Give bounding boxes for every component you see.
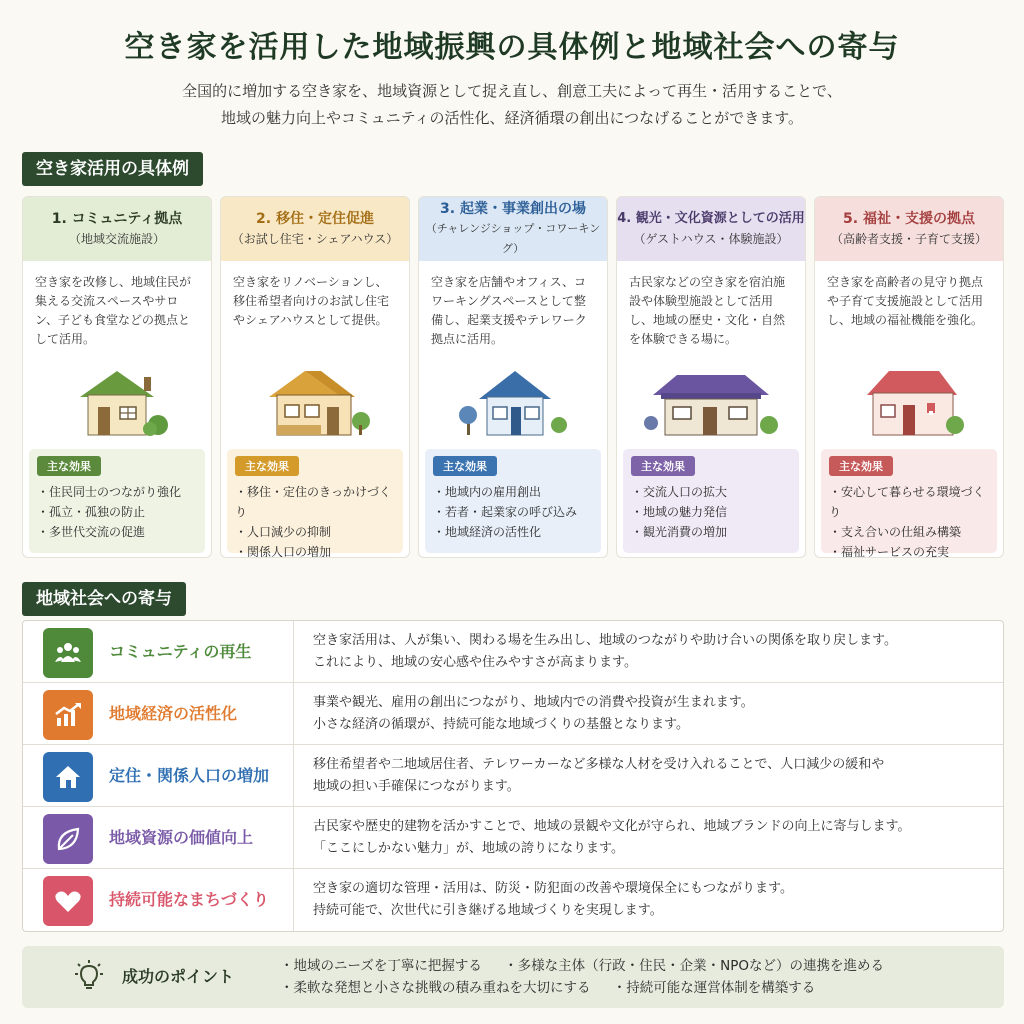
card-title: 5. 福祉・支援の拠点 [843,211,975,227]
list-item: ・柔軟な発想と小さな挑戦の積み重ねを大切にする [280,980,591,996]
card-description: 空き家を高齢者の見守り拠点や子育て支援施設として活用し、地域の福祉機能を強化。 [827,275,984,327]
contribution-text [313,816,993,860]
table-row [23,683,1003,745]
chart-up-icon [43,690,93,740]
card-header [419,197,607,261]
card-header [815,197,1003,261]
effect-tag: 主な効果 [631,456,695,476]
contribution-text [313,630,993,674]
effect-tag: 主な効果 [829,456,893,476]
card-description: 空き家を店舗やオフィス、コワーキングスペースとして整備し、起業支援やテレワーク拠点に活用。 [431,275,587,346]
success-points [22,946,1004,1008]
card-title: 3. 起業・事業創出の場 [440,201,586,217]
card-welfare [814,196,1004,558]
divider [293,621,294,683]
effect-list [631,482,791,542]
effect-list [235,482,395,558]
text-line: 古民家や歴史的建物を活かすことで、地域の景観や文化が守られ、地域ブランドの向上に寄与します。 [313,819,911,834]
divider [293,807,294,869]
effect-box [821,449,997,558]
card-community [22,196,212,558]
text-line: これにより、地域の安心感や住みやすさが高まります。 [313,655,637,670]
card-description: 空き家をリノベーションし、移住希望者向けのお試し住宅やシェアハウスとして提供。 [233,275,390,327]
divider [293,869,294,931]
divider [293,683,294,745]
card-tourism [616,196,806,558]
list-item: ・ 安心して暮らせる環境づくり [829,482,989,522]
list-item: ・ 観光消費の増加 [631,522,791,542]
list-item: ・ 支え合いの仕組み構築 [829,522,989,542]
text-line: 移住希望者や二地域居住者、テレワーカーなど多様な人材を受け入れることで、人口減少の緩和や [313,757,885,772]
example-cards [22,196,1004,558]
points-title: 成功のポイント [122,967,235,986]
contribution-label: 地域資源の価値向上 [109,828,254,847]
list-item: ・ 多世代交流の促進 [37,522,197,542]
effect-tag: 主な効果 [433,456,497,476]
contribution-text [313,754,993,798]
contribution-label: 定住・関係人口の増加 [109,766,270,785]
list-item: ・地域のニーズを丁寧に把握する [280,958,482,974]
card-title: 4. 観光・文化資源としての活用 [617,211,805,226]
list-item: ・多様な主体（行政・住民・企業・NPOなど）の連携を進める [504,958,884,974]
people-icon [43,628,93,678]
effect-tag: 主な効果 [37,456,101,476]
table-row [23,745,1003,807]
contribution-label: コミュニティの再生 [109,642,252,661]
list-item: ・ 交流人口の拡大 [631,482,791,502]
table-row [23,869,1003,931]
effect-list [433,482,593,542]
card-subtitle: （チャレンジショップ・コワーキング） [425,222,601,255]
effect-box [29,449,205,553]
list-item: ・ 人口減少の抑制 [235,522,395,542]
effect-list [37,482,197,542]
effect-box [623,449,799,553]
list-item: ・持続可能な運営体制を構築する [612,980,816,996]
lead-line-1: 全国的に増加する空き家を、地域資源として捉え直し、創意工夫によって再生・活用することで、 [182,82,842,100]
text-line: 持続可能で、次世代に引き継げる地域づくりを実現します。 [313,903,663,918]
text-line: 空き家の適切な管理・活用は、防災・防犯面の改善や環境保全にもつながります。 [313,881,793,896]
list-item: ・ 孤立・孤独の防止 [37,502,197,522]
page-title: 空き家を活用した地域振興の具体例と地域社会への寄与 [124,30,900,65]
contribution-table [22,620,1004,932]
card-title: 2. 移住・定住促進 [256,211,374,227]
card-description: 古民家などの空き家を宿泊施設や体験型施設として活用し、地域の歴史・文化・自然を体験できる場に。 [629,275,786,346]
card-subtitle: （お試し住宅・シェアハウス） [231,232,399,246]
text-line: 空き家活用は、人が集い、関わる場を生み出し、地域のつながりや助け合いの関係を取り戻します。 [313,633,897,648]
house-business-icon [419,357,607,449]
card-header [221,197,409,261]
section-label-examples: 空き家活用の具体例 [22,152,203,186]
card-business [418,196,608,558]
list-item: ・ 地域の魅力発信 [631,502,791,522]
lightbulb-icon [72,960,106,998]
effect-list [829,482,989,558]
effect-box [425,449,601,553]
list-item: ・ 若者・起業家の呼び込み [433,502,593,522]
card-title: 1. コミュニティ拠点 [51,211,183,227]
effect-tag: 主な効果 [235,456,299,476]
contribution-text [313,692,993,736]
divider [293,745,294,807]
leaf-icon [43,814,93,864]
house-welfare-icon [815,357,1003,449]
card-description: 空き家を改修し、地域住民が集える交流スペースやサロン、子ども食堂などの拠点として活用。 [35,275,192,346]
heart-icon [43,876,93,926]
table-row [23,807,1003,869]
list-item: ・ 住民同士のつながり強化 [37,482,197,502]
card-header [617,197,805,261]
list-item: ・ 関係人口の増加 [235,542,395,558]
text-line: 小さな経済の循環が、持続可能な地域づくりの基盤となります。 [313,717,689,732]
card-header [23,197,211,261]
list-item: ・ 福祉サービスの充実 [829,542,989,558]
text-line: 「ここにしかない魅力」が、地域の誇りになります。 [313,841,624,856]
contribution-label: 持続可能なまちづくり [109,890,269,909]
lead-line-2: 地域の魅力向上やコミュニティの活性化、経済循環の創出につなげることができます。 [220,109,803,127]
card-subtitle: （高齢者支援・子育て支援） [830,232,987,246]
text-line: 地域の担い手確保につながります。 [313,779,520,794]
card-subtitle: （ゲストハウス・体験施設） [633,232,789,246]
table-row [23,621,1003,683]
home-icon [43,752,93,802]
house-migration-icon [221,357,409,449]
contribution-label: 地域経済の活性化 [109,704,238,723]
section-label-contribution: 地域社会への寄与 [22,582,186,616]
card-subtitle: （地域交流施設） [68,232,165,246]
card-migration [220,196,410,558]
house-tourism-icon [617,357,805,449]
contribution-text [313,878,993,922]
text-line: 事業や観光、雇用の創出につながり、地域内での消費や投資が生まれます。 [313,695,754,710]
points-list [280,955,902,999]
lead-text [60,78,964,132]
list-item: ・ 移住・定住のきっかけづくり [235,482,395,522]
house-community-icon [23,357,211,449]
effect-box [227,449,403,558]
list-item: ・ 地域経済の活性化 [433,522,593,542]
list-item: ・ 地域内の雇用創出 [433,482,593,502]
